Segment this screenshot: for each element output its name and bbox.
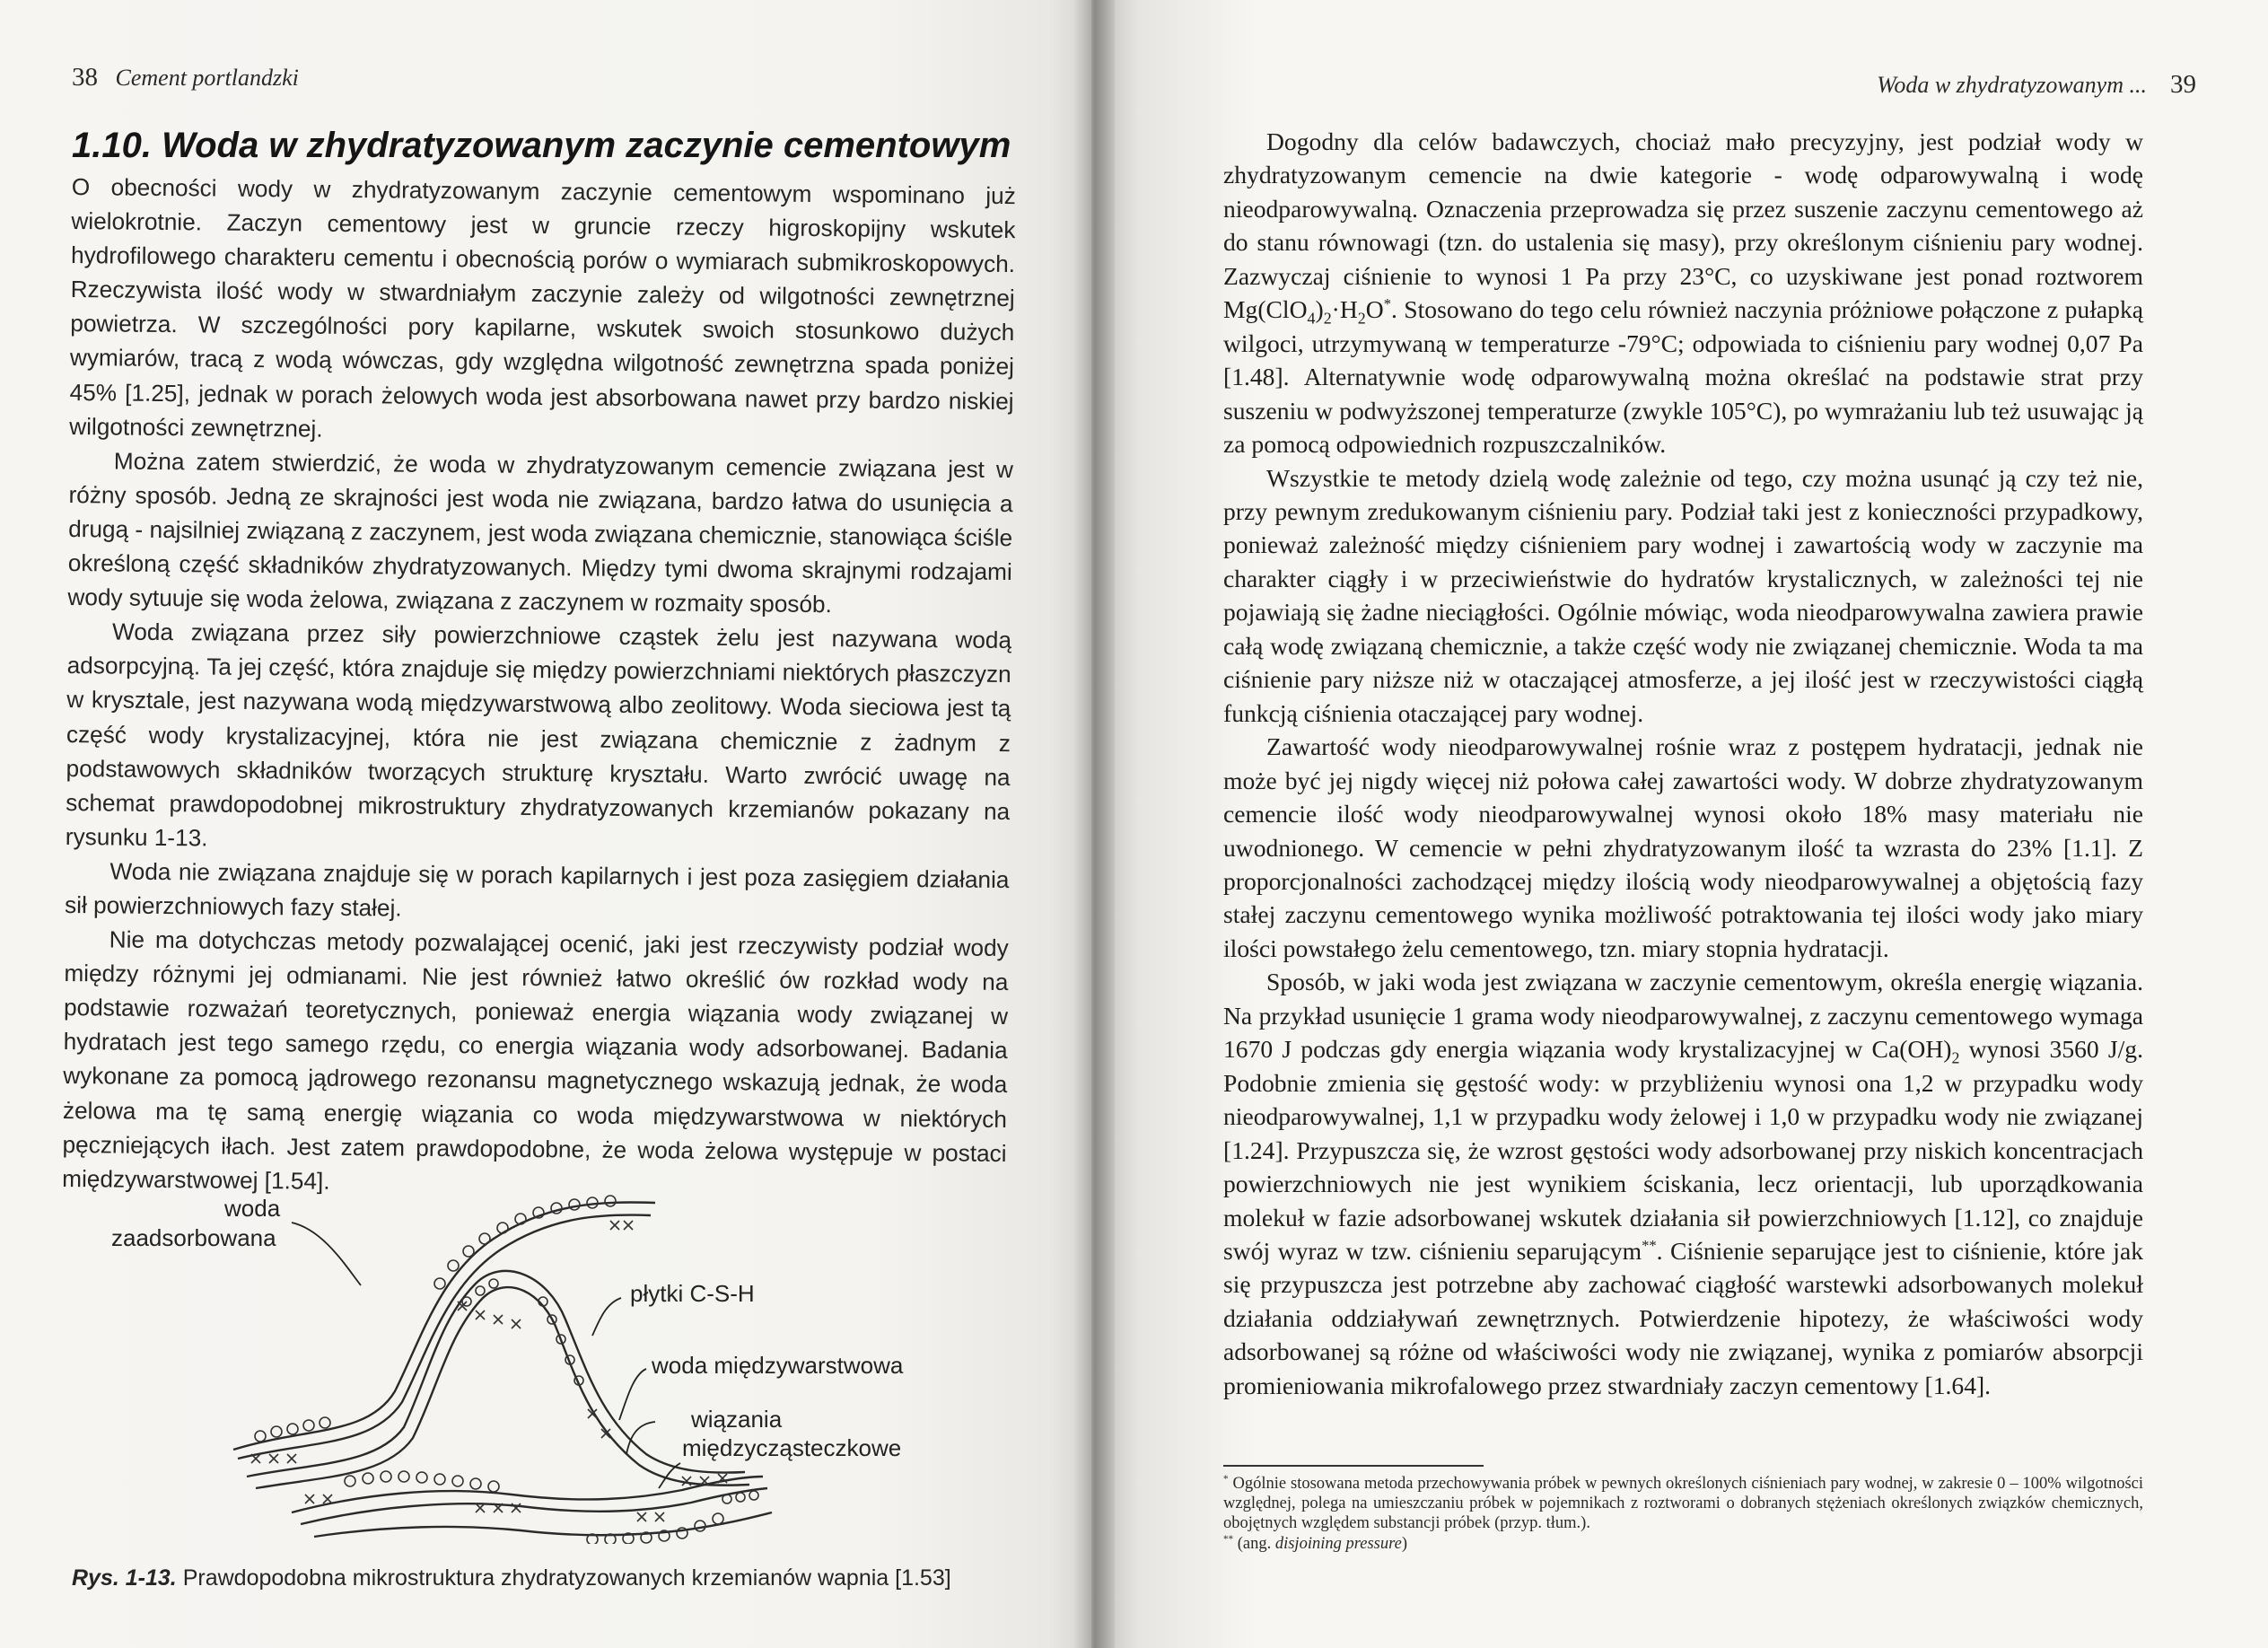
footnote-2: ** (ang. disjoining pressure): [1223, 1533, 1407, 1553]
label-interlayer-water: woda międzywarstwowa: [652, 1352, 904, 1379]
csh-sheet-7: [314, 1512, 772, 1537]
csh-sheet-2: [238, 1215, 651, 1459]
page-number-left: 38: [72, 63, 98, 92]
left-paragraph-1: O obecności wody w zhydratyzowanym zaczynie cementowym wspominano już wielokrotnie. Zaczyn cementowy jest w gruncie rzeczy higroskopijny wskutek hydrofilowego charakteru cementu i obecnością porów o wymiarach submikroskopowych. Rzeczywista ilość wody w stwardniałym zaczynie zależy od wilgotności zewnętrznej powietrza. W szczególności pory kapilarne, wskutek swoich stosunkowo dużych wymiarów, tracą z wodą wówczas, gdy względna wilgotność zewnętrzna spada poniżej 45% [1.25], jednak w porach żelowych woda jest absorbowana nawet przy bardzo niskiej wilgotności zewnętrznej.: [69, 172, 1016, 443]
right-body-text: [1223, 125, 2143, 1402]
figure-caption-label: Rys. 1-13.: [72, 1565, 177, 1591]
left-paragraph-5: Nie ma dotychczas metody pozwalającej ocenić, jaki jest rzeczywisty podział wody między różnymi jej odmianami. Nie jest również łatwo określić ów rozkład wody na podstawie rozważań teoretycznych, ponieważ energia wiązania wody związanej w hydratach jest tego samego rzędu, co energia wiązania wody adsorbowanej. Badania wykonane za pomocą jądrowego rezonansu magnetycznego wskazują jednak, że woda żelowa ma tę samą energię wiązania co woda międzywarstwowa w niektórych pęczniejących iłach. Jest zatem prawdopodobne, że woda żelowa występuje w postaci międzywarstwowej [1.54].: [62, 925, 1009, 1195]
right-paragraph-3: Zawartość wody nieodparowywalnej rośnie wraz z postępem hydratacji, jednak nie może być jej nigdy więcej niż połowa całej zawartości wody. W dobrze zhydratyzowanym cemencie ilość wody nieodparowywalnej wynosi około 18% masy materiału nie uwodnionego. W cemencie w pełni zhydratyzowanym ilość ta wzrasta do 23% [1.1]. Z proporcjonalności zachodzącej między ilością wody nieodparowywalnej a objętością fazy stałej zaczynu cementowego wynika możliwość potraktowania tej ilości wody jako miary ilości powstałego żelu cementowego, tzn. miary stopnia hydratacji.: [1223, 732, 2143, 962]
figure-caption-text: Prawdopodobna mikrostruktura zhydratyzowanych krzemianów wapnia [1.53]: [182, 1565, 951, 1591]
right-paragraph-1: Dogodny dla celów badawczych, chociaż mało precyzyjny, jest podział wody w zhydratyzowanym cemencie na dwie kategorie - wodę odparowywalną i wodę nieodparowywalną. Oznaczenia przeprowadza się przez suszenie zaczynu cementowego aż do stanu równowagi (tzn. do ustalenia się masy), przy określonym ciśnieniu pary wodnej. Zazwyczaj ciśnienie to wynosi 1 Pa przy 23°C, co uzyskiwane jest ponad roztworem $Mg(ClO_4)_2\cdot H_2O^*$. Stosowano do tego celu również naczynia próżniowe połączone z pułapką wilgoci, utrzymywaną w temperaturze -79°C; odpowiada to ciśnieniu pary wodnej 0,07 Pa [1.48]. Alternatywnie wodę odparowywalną można określać na podstawie strat przy suszeniu w podwyższonej temperaturze (zwykle 105°C), po wymrażaniu lub też usuwając ją za pomocą odpowiednich rozpuszczalników.: [1223, 127, 2143, 459]
left-paragraph-3: Woda związana przez siły powierzchniowe cząstek żelu jest nazywana wodą adsorpcyjną. Ta jej część, która znajduje się między powierzchniami niektórych płaszczyzn w krysztale, jest nazywana wodą międzywarstwową albo zeolitowy. Woda sieciowa jest tą część wody krystalizacyjnej, która nie jest związana chemicznie z żadnym z podstawowych składników tworzących strukturę kryształu. Warto zwrócić uwagę na schemat prawdopodobnej mikrostruktury zhydratyzowanych krzemianów pokazany na rysunku 1-13.: [65, 618, 1012, 852]
left-paragraph-4: Woda nie związana znajduje się w porach kapilarnych i jest poza zasięgiem działania sił powierzchniowych fazy stałej.: [64, 857, 1010, 922]
footnote-ref-1: *: [1383, 295, 1391, 313]
label-adsorbed-water-2: zaadsorbowana: [111, 1224, 276, 1251]
left-page: [0, 0, 1091, 1648]
left-paragraph-2: Można zatem stwierdzić, że woda w zhydratyzowanym cemencie związana jest w różny sposób. Jedną ze skrajności jest woda nie związana, bardzo łatwa do usunięcia a drugą - najsilniej związaną z zaczynem, jest woda związana chemicznie, stanowiąca ściśle określoną część składników zhydratyzowanych. Między tymi dwoma skrajnymi rodzajami wody sytuuje się woda żelowa, związana z zaczynem w rozmaity sposób.: [67, 447, 1013, 618]
label-csh-plates: płytki C-S-H: [630, 1280, 755, 1307]
csh-sheet-6: [301, 1488, 767, 1524]
figure-caption: [72, 1565, 951, 1591]
running-head-title-left: Cement portlandzki: [115, 65, 299, 91]
left-body-text: [62, 170, 1016, 1205]
book-gutter: [1073, 0, 1115, 1648]
right-running-head: [1877, 70, 2196, 100]
footnote-separator: [1223, 1465, 1484, 1467]
footnote-ref-2: **: [1642, 1236, 1657, 1254]
label-adsorbed-water-1: woda: [224, 1195, 281, 1222]
right-paragraph-4: Sposób, w jaki woda jest związana w zaczynie cementowym, określa energię wiązania. Na przykład usunięcie 1 grama wody nieodparowywalnej, z zaczynu cementowego wymaga 1670 J podczas gdy energia wiązania wody krystalizacyjnej w $Ca(OH)_2$ wynosi 3560 J/g. Podobnie zmienia się gęstość wody: w przybliżeniu wynosi ona 1,2 w przypadku wody nieodparowywalnej, 1,1 w przypadku wody żelowej i 1,0 w przypadku wody nie związanej [1.24]. Przypuszcza się, że wzrost gęstości wody adsorbowanej przy niskich koncentracjach powierzchniowych nie jest wynikiem ściskania, lecz orientacji, lub uporządkowania molekuł w fazie adsorbowanej wskutek działania sił powierzchniowych [1.12], co znajduje swój wyraz w tzw. ciśnieniu separującym**. Ciśnienie separujące jest to ciśnienie, które jak się przypuszcza jest potrzebne aby zachować ciągłość warstewki adsorbowanych molekuł działania oddziaływań zewnętrznych. Potwierdzenie hipotezy, że właściwości wody adsorbowanej są różne od właściwości wody nie związanej, wynika z pomiarów absorpcji promieniowania mikrofalowego przez stwardniały zaczyn cementowy [1.64].: [1223, 968, 2143, 1399]
page-number-right: 39: [2170, 70, 2196, 99]
footnotes: [1223, 1474, 2143, 1554]
right-paragraph-2: Wszystkie te metody dzielą wodę zależnie od tego, czy można usunąć ją czy też nie, przy pewnym zredukowanym ciśnieniu pary. Podział taki jest z konieczności przypadkowy, ponieważ zależność między ciśnieniem pary wodnej i zawartością wody w zaczynie ma charakter ciągły i w przeciwieństwie do hydratów krystalicznych, w zależności tej nie pojawiają się żadne nieciągłości. Ogólnie mówiąc, woda nieodparowywalna zawiera prawie całą wodę związaną chemicznie, a także część wody nie związanej chemicznie. Woda ta ma ciśnienie pary niższe niż w otaczającej atmosferze, a jej ilość jest w rzeczywistości ciągłą funkcją ciśnienia otaczającej pary wodnej.: [1223, 463, 2143, 727]
left-running-head: [72, 63, 299, 92]
running-head-title-right: Woda w zhydratyzowanym ...: [1877, 72, 2147, 98]
csh-sheet-4: [256, 1287, 749, 1488]
footnote-1: * Ogólnie stosowana metoda przechowywania próbek w pewnych określonych ciśnieniach pary wodnej, w zakresie 0 – 100% wilgotności względnej, polega na umieszczaniu próbek w pojemnikach z roztworami o dobranych stężeniach określonych związków chemicznych, obojętnych względem substancji próbek (przyp. tłum.).: [1223, 1473, 2143, 1533]
label-bonds-2: międzycząsteczkowe: [682, 1434, 902, 1461]
section-title: 1.10. Woda w zhydratyzowanym zaczynie cementowym: [72, 126, 1011, 165]
label-bonds-1: wiązania: [691, 1406, 783, 1433]
microstructure-figure: [99, 1185, 960, 1544]
